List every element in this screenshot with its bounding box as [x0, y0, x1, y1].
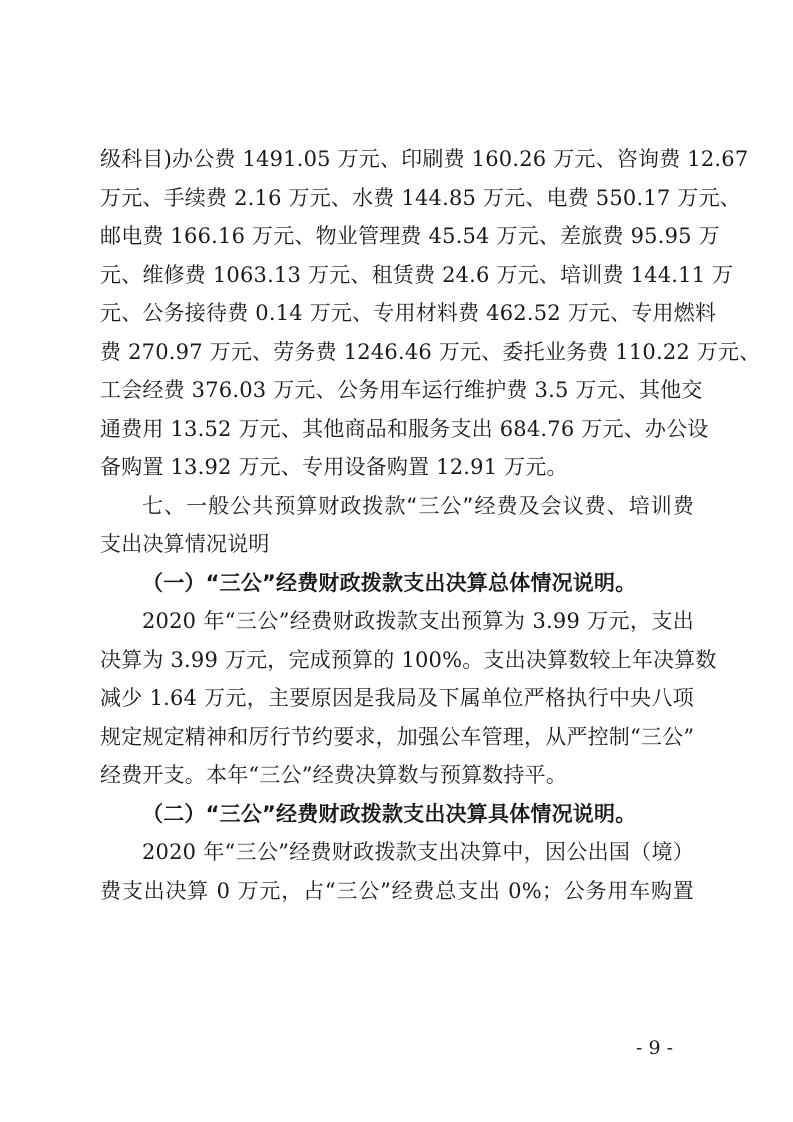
text-line: 规定规定精神和厉行节约要求，加强公车管理，从严控制“三公”	[100, 724, 695, 749]
text-line: 邮电费 166.16 万元、物业管理费 45.54 万元、差旅费 95.95 万	[100, 224, 720, 248]
section-heading-7-continued: 支出决算情况说明	[100, 532, 270, 556]
text-line: 元、维修费 1063.13 万元、租赁费 24.6 万元、培训费 144.11 万	[100, 262, 734, 287]
page-number: - 9 -	[636, 1037, 674, 1059]
text-line: 2020 年“三公”经费财政拨款支出预算为 3.99 万元，支出	[142, 609, 694, 633]
text-line: 工会经费 376.03 万元、公务用车运行维护费 3.5 万元、其他交	[100, 378, 703, 402]
text-line: 级科目)办公费 1491.05 万元、印刷费 160.26 万元、咨询费 12.67	[100, 147, 749, 171]
text-line: 备购置 13.92 万元、专用设备购置 12.91 万元。	[100, 455, 568, 479]
text-line: 决算为 3.99 万元，完成预算的 100%。支出决算数较上年决算数	[100, 647, 717, 672]
section-heading-7: 七、一般公共预算财政拨款“三公”经费及会议费、培训费	[142, 493, 694, 518]
text-line: 经费开支。本年“三公”经费决算数与预算数持平。	[100, 763, 568, 787]
body-text	[100, 140, 761, 910]
text-line: 费 270.97 万元、劳务费 1246.46 万元、委托业务费 110.22 万元、	[100, 339, 761, 364]
text-line: 费支出决算 0 万元，占“三公”经费总支出 0%；公务用车购置	[100, 878, 694, 903]
text-line: 2020 年“三公”经费财政拨款支出决算中，因公出国（境）	[142, 840, 694, 864]
text-line: 减少 1.64 万元，主要原因是我局及下属单位严格执行中央八项	[100, 686, 694, 710]
text-line: 通费用 13.52 万元、其他商品和服务支出 684.76 万元、办公设	[100, 416, 709, 441]
subsection-heading-1: （一）“三公”经费财政拨款支出决算总体情况说明。	[142, 570, 637, 595]
text-line: 元、公务接待费 0.14 万元、专用材料费 462.52 万元、专用燃料	[100, 301, 717, 325]
text-line: 万元、手续费 2.16 万元、水费 144.85 万元、电费 550.17 万元、	[100, 185, 741, 210]
subsection-heading-2: （二）“三公”经费财政拨款支出决算具体情况说明。	[142, 801, 637, 826]
